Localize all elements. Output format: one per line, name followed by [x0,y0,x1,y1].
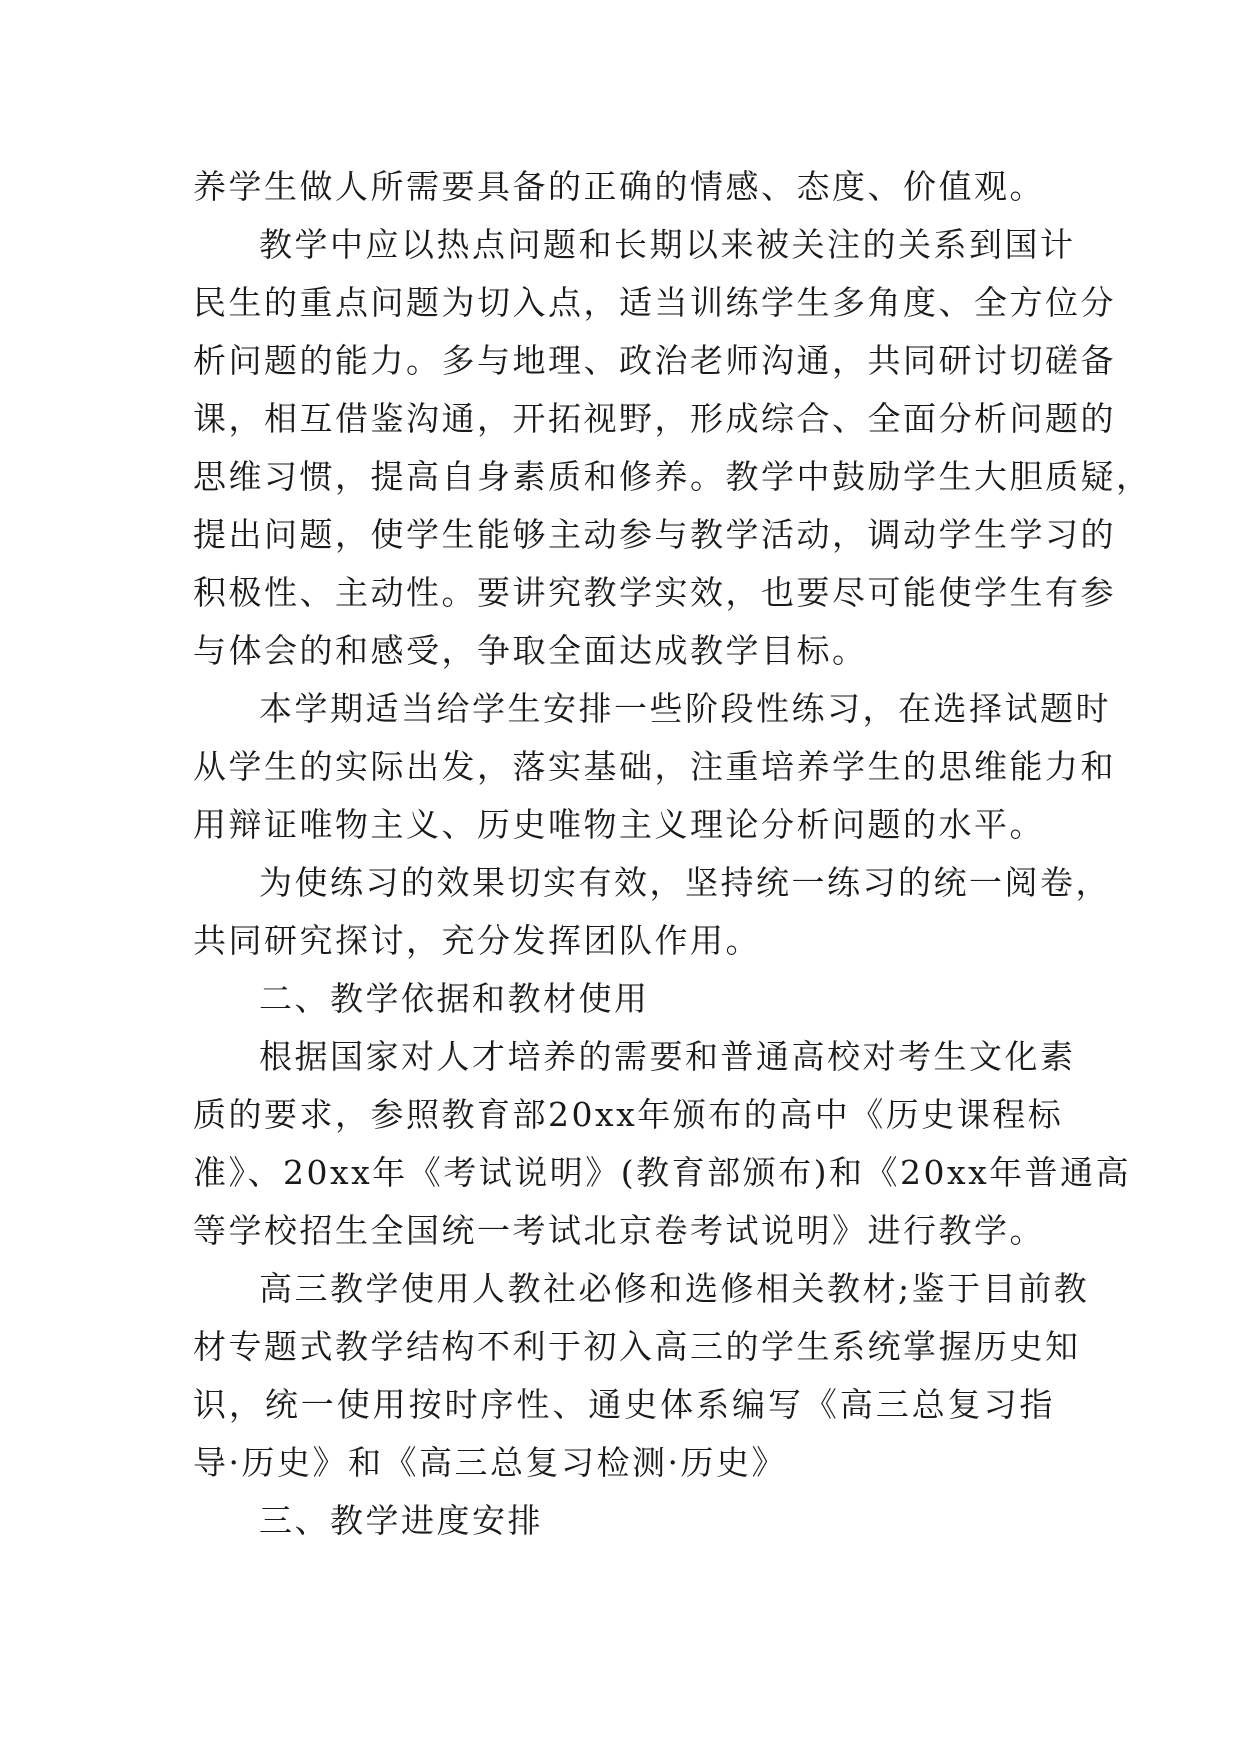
text-line: 质的要求，参照教育部20xx年颁布的高中《历史课程标 [193,1095,1064,1134]
paragraph-teaching-approach [193,216,1152,680]
text-line: 析问题的能力。多与地理、政治老师沟通，共同研讨切磋备 [193,341,1116,380]
paragraph-basis [193,1028,1132,1260]
section-heading-basis: 二、教学依据和教材使用 [259,979,650,1018]
text-line: 养学生做人所需要具备的正确的情感、态度、价值观。 [193,167,1045,206]
document-body [193,158,1152,1550]
text-line: 等学校招生全国统一考试北京卷考试说明》进行教学。 [193,1211,1045,1250]
paragraph-textbooks [193,1260,1090,1492]
text-line: 提出问题，使学生能够主动参与教学活动，调动学生学习的 [193,515,1116,554]
text-line: 用辩证唯物主义、历史唯物主义理论分析问题的水平。 [193,805,1045,844]
text-line: 从学生的实际出发，落实基础，注重培养学生的思维能力和 [193,747,1116,786]
text-line: 共同研究探讨，充分发挥团队作用。 [193,921,761,960]
text-line: 为使练习的效果切实有效，坚持统一练习的统一阅卷， [259,863,1111,902]
paragraph-continuation [193,158,1055,216]
text-line: 高三教学使用人教社必修和选修相关教材;鉴于目前教 [259,1269,1090,1308]
text-line: 思维习惯，提高自身素质和修养。教学中鼓励学生大胆质疑， [193,457,1152,496]
text-line: 导·历史》和《高三总复习检测·历史》 [193,1443,787,1482]
text-line: 课，相互借鉴沟通，开拓视野，形成综合、全面分析问题的 [193,399,1116,438]
text-line: 民生的重点问题为切入点，适当训练学生多角度、全方位分 [193,283,1116,322]
paragraph-practice [193,680,1116,854]
paragraph-marking [193,854,1111,970]
text-line: 识，统一使用按时序性、通史体系编写《高三总复习指 [193,1385,1055,1424]
text-line: 准》、20xx年《考试说明》(教育部颁布)和《20xx年普通高 [193,1153,1132,1192]
text-line: 积极性、主动性。要讲究教学实效，也要尽可能使学生有参 [193,573,1116,612]
text-line: 材专题式教学结构不利于初入高三的学生系统掌握历史知 [193,1327,1081,1366]
text-line: 本学期适当给学生安排一些阶段性练习，在选择试题时 [259,689,1111,728]
text-line: 教学中应以热点问题和长期以来被关注的关系到国计 [259,225,1076,264]
text-line: 与体会的和感受，争取全面达成教学目标。 [193,631,868,670]
text-line: 根据国家对人才培养的需要和普通高校对考生文化素 [259,1037,1076,1076]
section-heading-schedule: 三、教学进度安排 [259,1501,543,1540]
